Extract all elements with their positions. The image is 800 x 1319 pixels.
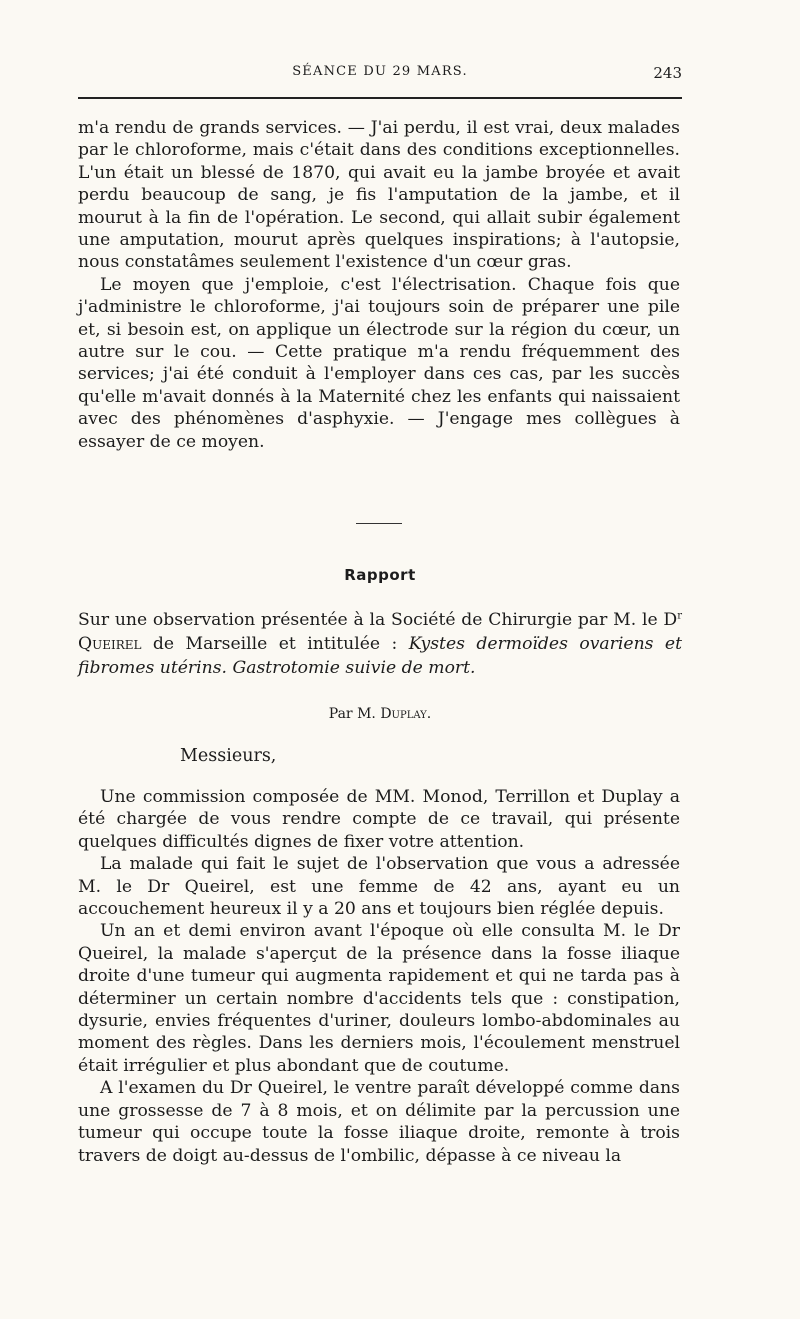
salutation: Messieurs, [180, 746, 277, 766]
page-number: 243 [653, 64, 682, 82]
subtitle-lead: Sur une observation présentée à la Société de Chirurgie par M. le D [78, 610, 678, 630]
paragraph: m'a rendu de grands services. — J'ai perdu, il est vrai, deux malades par le chloroforme, mais c'était dans des conditions exceptionnelles. L'un était un blessé de 1870, qui avait eu la jambe broyée et avait perdu beaucoup de sang, je fis l'amputation de la jambe, et il mourut à la fin de l'opération. Le second, qui allait subir également une amputation, mourut après quelques inspirations; à l'autopsie, nous constatâmes seulement l'existence d'un cœur gras. [78, 118, 680, 273]
paragraph: Un an et demi environ avant l'époque où elle consulta M. le Dr Queirel, la malade s'aperçut de la présence dans la fosse iliaque droite d'une tumeur qui augmenta rapidement et qui ne tarda pas à déterminer un certain nombre d'accidents tels que : constipation, dysurie, envies fréquentes d'uriner, douleurs lombo-abdominales au moment des règles. Dans les derniers mois, l'écoulement menstruel était irrégulier et plus abondant que de coutume. [78, 921, 680, 1076]
byline-author: Duplay. [380, 706, 432, 722]
paragraph: La malade qui fait le sujet de l'observation que vous a adressée M. le Dr Queirel, est une femme de 42 ans, ayant eu un accouchement heureux il y a 20 ans et toujours bien réglée depuis. [78, 854, 680, 920]
section-title: Rapport [344, 566, 416, 584]
byline-prefix: Par M. [328, 706, 381, 722]
report-subtitle [78, 608, 682, 680]
subtitle-sup: r [677, 610, 682, 622]
subtitle-title: Kystes dermoïdes ovariens et fibromes utérins. Gastrotomie suivie de mort. [78, 634, 682, 678]
continuation-text [78, 117, 680, 453]
paragraph: Le moyen que j'emploie, c'est l'électrisation. Chaque fois que j'administre le chloroforme, j'ai toujours soin de préparer une pile et, si besoin est, on applique un électrode sur la région du cœur, un autre sur le cou. — Cette pratique m'a rendu fréquemment des services; j'ai été conduit à l'employer dans ces cas, par les succès qu'elle m'avait donnés à la Maternité chez les enfants qui naissaient avec des phénomènes d'asphyxie. — J'engage mes collègues à essayer de ce moyen. [78, 274, 680, 452]
header-rule [78, 97, 682, 99]
paragraph: Une commission composée de MM. Monod, Terrillon et Duplay a été chargée de vous rendre compte de ce travail, qui présente quelques difficultés dignes de fixer votre attention. [78, 787, 680, 852]
running-head-title: SÉANCE DU 29 MARS. [292, 64, 468, 79]
paragraph: A l'examen du Dr Queirel, le ventre paraît développé comme dans une grossesse de 7 à 8 mois, et on délimite par la percussion une tumeur qui occupe toute la fosse iliaque droite, remonte à trois travers de doigt au-dessus de l'ombilic, dépasse à ce niveau la [78, 1078, 680, 1166]
running-head [78, 64, 682, 86]
report-text [78, 786, 680, 1167]
section-separator [356, 523, 402, 524]
byline [0, 706, 760, 722]
subtitle-text [78, 608, 682, 680]
subtitle-author: Queirel [78, 634, 142, 654]
subtitle-mid: de Marseille et intitulée : [141, 634, 409, 654]
